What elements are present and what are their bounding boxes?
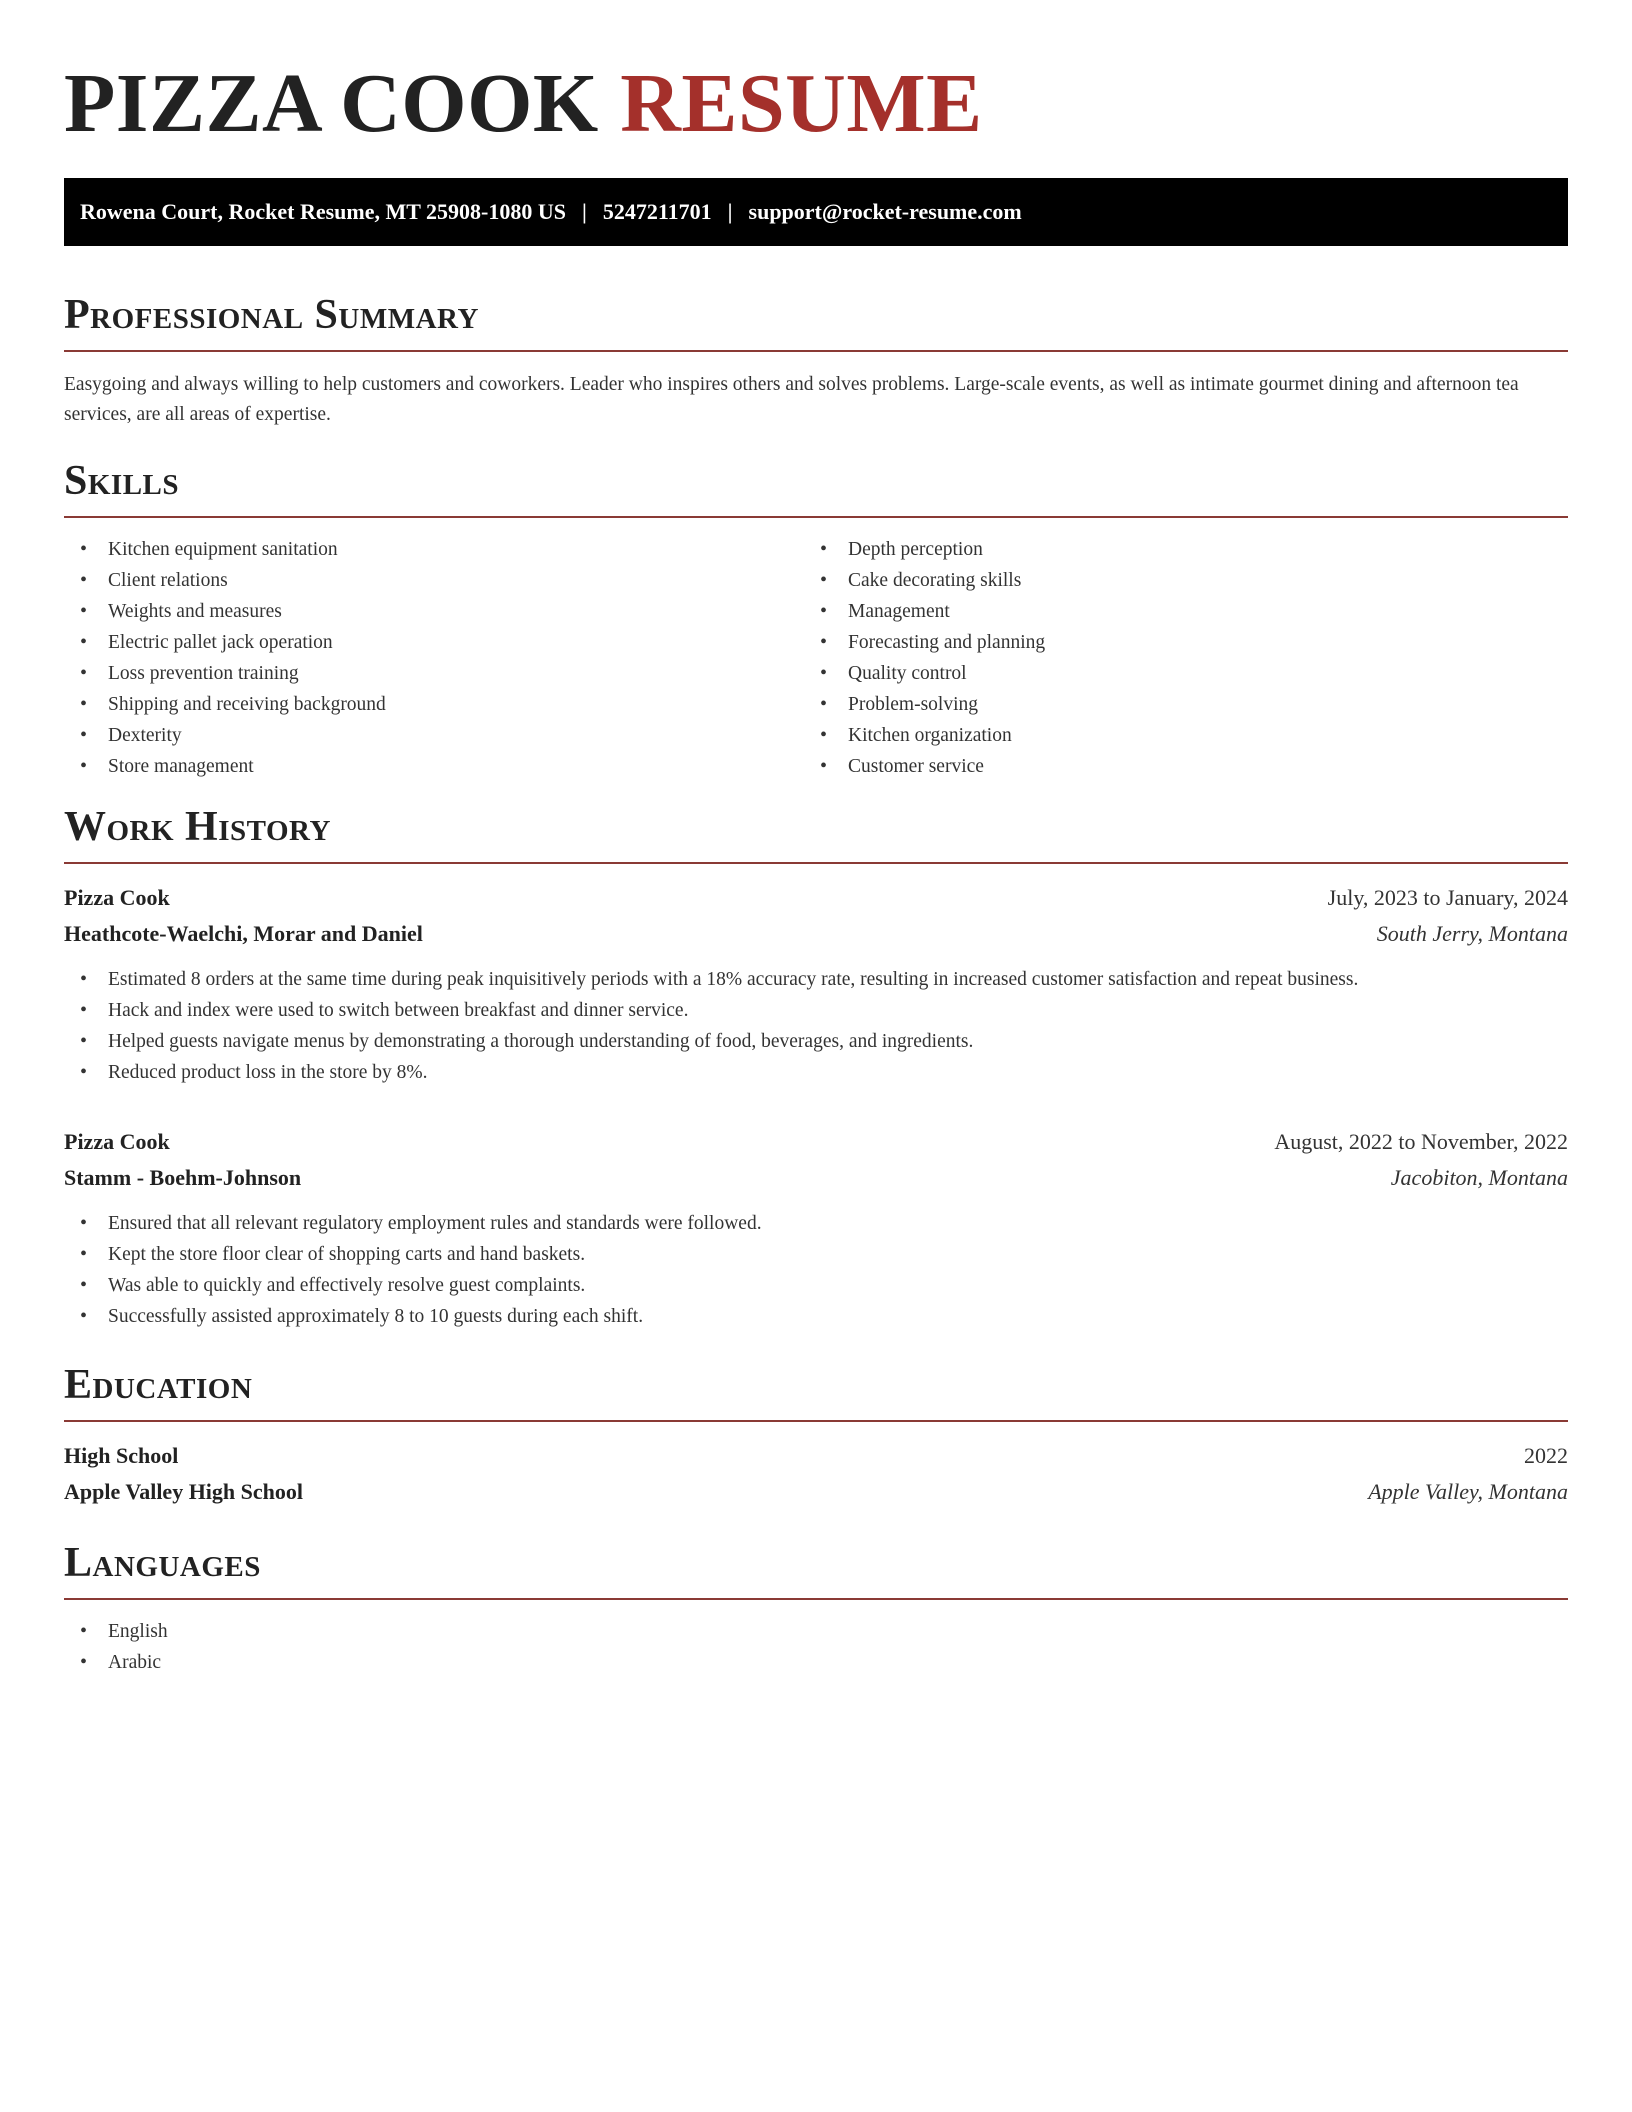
languages-heading: Languages: [64, 1538, 1568, 1600]
job-company: Heathcote-Waelchi, Morar and Daniel: [64, 921, 423, 946]
education-degree-row: [64, 1438, 1568, 1474]
contact-phone: 5247211701: [602, 199, 712, 224]
job-bullet: • Successfully assisted approximately 8 to 10 guests during each shift.: [64, 1301, 1568, 1332]
work-history-heading: Work History: [64, 802, 1568, 864]
language-item: • Arabic: [64, 1647, 1568, 1678]
job-bullet: • Reduced product loss in the store by 8%.: [64, 1057, 1568, 1088]
skills-section: [64, 456, 1568, 782]
resume-title: [64, 0, 1568, 154]
contact-address: Rowena Court, Rocket Resume, MT 25908-1080 US: [80, 199, 566, 224]
job-bullet: • Ensured that all relevant regulatory employment rules and standards were followed.: [64, 1208, 1568, 1239]
education-school: Apple Valley High School: [64, 1479, 304, 1504]
title-main: PIZZA COOK: [64, 57, 599, 150]
skills-list-left: [64, 534, 804, 782]
job-dates: August, 2022 to November, 2022: [1274, 1129, 1568, 1154]
skill-item: • Management: [804, 596, 1544, 627]
skill-item: • Customer service: [804, 751, 1544, 782]
contact-email: support@rocket-resume.com: [748, 199, 1022, 224]
skill-item: • Store management: [64, 751, 804, 782]
skill-item: • Cake decorating skills: [804, 565, 1544, 596]
job-bullet: • Hack and index were used to switch between breakfast and dinner service.: [64, 995, 1568, 1026]
summary-section: [64, 290, 1568, 430]
job-bullets: [64, 1208, 1568, 1332]
job-company-row: [64, 916, 1568, 952]
job-entry: [64, 1124, 1568, 1332]
job-bullet: • Estimated 8 orders at the same time during peak inquisitively periods with a 18% accuracy rate, resulting in increased customer satisfaction and repeat business.: [64, 964, 1568, 995]
contact-separator: |: [582, 199, 587, 224]
education-year: 2022: [1524, 1443, 1568, 1468]
job-company: Stamm - Boehm-Johnson: [64, 1165, 302, 1190]
contact-bar: [64, 178, 1568, 246]
contact-separator: |: [727, 199, 733, 224]
languages-section: [64, 1538, 1568, 1678]
skill-item: • Problem-solving: [804, 689, 1544, 720]
skill-item: • Kitchen organization: [804, 720, 1544, 751]
education-heading: Education: [64, 1360, 1568, 1422]
job-title-row: [64, 880, 1568, 916]
job-dates: July, 2023 to January, 2024: [1327, 885, 1568, 910]
skill-item: • Forecasting and planning: [804, 627, 1544, 658]
job-title: Pizza Cook: [64, 1129, 170, 1154]
job-location: South Jerry, Montana: [1376, 921, 1568, 946]
job-title-row: [64, 1124, 1568, 1160]
skills-heading: Skills: [64, 456, 1568, 518]
work-history-section: [64, 802, 1568, 1332]
skill-item: • Kitchen equipment sanitation: [64, 534, 804, 565]
job-bullet: • Kept the store floor clear of shopping carts and hand baskets.: [64, 1239, 1568, 1270]
summary-text: Easygoing and always willing to help customers and coworkers. Leader who inspires others and solves problems. Large-scale events, as well as intimate gourmet dining and afternoon tea services, are all areas of expertise.: [64, 374, 1519, 425]
skill-item: • Weights and measures: [64, 596, 804, 627]
education-degree: High School: [64, 1443, 179, 1468]
language-item: • English: [64, 1616, 1568, 1647]
job-bullets: [64, 964, 1568, 1088]
skill-item: • Electric pallet jack operation: [64, 627, 804, 658]
job-location: Jacobiton, Montana: [1390, 1165, 1568, 1190]
skill-item: • Depth perception: [804, 534, 1544, 565]
job-title: Pizza Cook: [64, 885, 170, 910]
education-school-row: [64, 1474, 1568, 1510]
skill-item: • Client relations: [64, 565, 804, 596]
skills-list-right: [804, 534, 1544, 782]
languages-list: [64, 1616, 1568, 1678]
education-entry: [64, 1438, 1568, 1510]
summary-heading: Professional Summary: [64, 290, 1568, 352]
skill-item: • Shipping and receiving background: [64, 689, 804, 720]
title-accent: RESUME: [620, 57, 983, 150]
job-company-row: [64, 1160, 1568, 1196]
skill-item: • Quality control: [804, 658, 1544, 689]
education-location: Apple Valley, Montana: [1368, 1479, 1568, 1504]
skill-item: • Loss prevention training: [64, 658, 804, 689]
job-bullet: • Helped guests navigate menus by demonstrating a thorough understanding of food, beverages, and ingredients.: [64, 1026, 1568, 1057]
job-entry: [64, 880, 1568, 1088]
skill-item: • Dexterity: [64, 720, 804, 751]
job-bullet: • Was able to quickly and effectively resolve guest complaints.: [64, 1270, 1568, 1301]
education-section: [64, 1360, 1568, 1510]
skills-columns: [64, 534, 1568, 782]
